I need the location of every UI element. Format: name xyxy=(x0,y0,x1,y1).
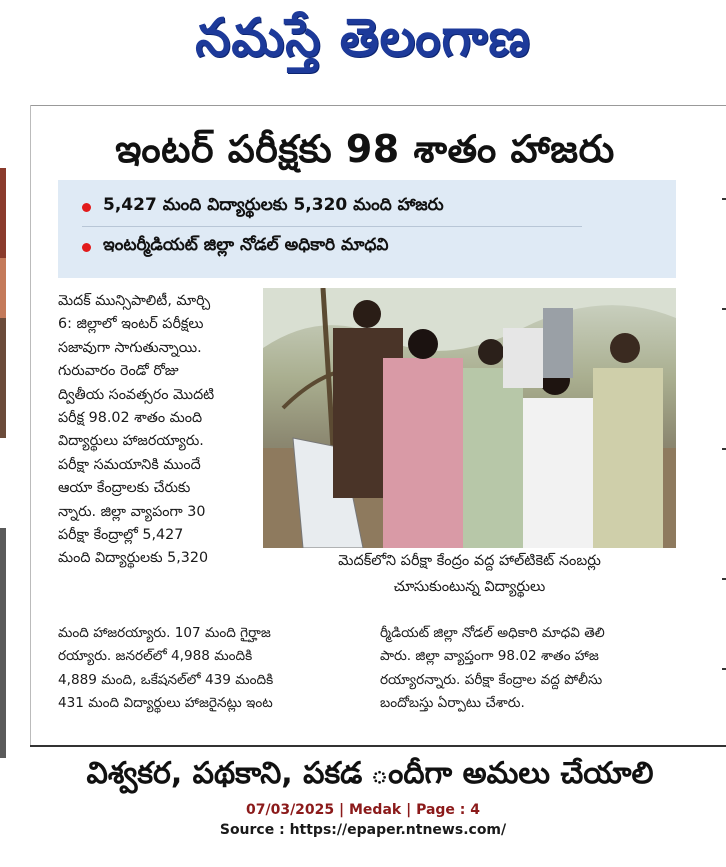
frame-left-rule xyxy=(30,105,31,745)
article-column-1 xyxy=(58,290,254,571)
body-line: సజావుగా సాగుతున్నాయి. xyxy=(58,339,202,356)
section-divider xyxy=(30,745,726,747)
body-line: ద్వితీయ సంవత్సరం మొదటి xyxy=(58,386,215,403)
article-column-1-lower xyxy=(58,622,368,716)
body-line: ఆయా కేంద్రాలకు చేరుకు xyxy=(58,480,191,497)
deck-bullet-1 xyxy=(82,192,444,222)
bullet-dot xyxy=(82,203,91,212)
bullet-dot xyxy=(82,243,91,252)
body-line: 6: జిల్లాలో ఇంటర్ పరీక్షలు xyxy=(58,316,204,333)
next-article-headline: విశ్వకర, పథకాని, పకడ ందీగా అమలు చేయాలి xyxy=(86,756,654,791)
footer-date-line: 07/03/2025 | Medak | Page : 4 xyxy=(245,802,481,818)
frame-top-rule xyxy=(30,105,726,106)
body-line: పరీక్షా సమయానికి ముందే xyxy=(58,456,201,473)
article-deck xyxy=(58,180,676,278)
photo-caption xyxy=(263,548,676,610)
body-line: పారు. జిల్లా వ్యాప్తంగా 98.02 శాతం హాజ xyxy=(380,648,599,665)
photo-illustration xyxy=(263,288,676,548)
body-line: రయ్యారు. జనరల్‌లో 4,988 మందికి xyxy=(58,648,253,665)
deck-bullet-2 xyxy=(82,232,389,262)
deck-separator xyxy=(82,226,582,227)
deck-bullet-text: 5,427 మంది విద్యార్థులకు 5,320 మంది హాజరు xyxy=(103,195,444,215)
body-line: రయ్యారన్నారు. పరీక్షా కేంద్రాల వద్ద పోలీసు xyxy=(380,671,603,688)
body-line: న్నారు. జిల్లా వ్యాపంగా 30 xyxy=(58,503,206,520)
right-edge-strip xyxy=(722,108,726,758)
left-edge-strip xyxy=(0,108,6,748)
body-line: పరీక్షా కేంద్రాల్లో 5,427 xyxy=(58,527,184,544)
deck-bullet-text: ఇంటర్మీడియట్ జిల్లా నోడల్ అధికారి మాధవి xyxy=(103,235,389,255)
article-photo xyxy=(263,288,676,548)
body-line: 431 మంది విద్యార్థులు హాజరైనట్లు ఇంట xyxy=(58,695,273,712)
masthead-title: నమస్తే తెలంగాణ xyxy=(195,6,531,69)
masthead xyxy=(0,0,726,88)
body-line: 4,889 మంది, ఒకేషనల్‌లో 439 మందికి xyxy=(58,671,274,688)
body-line: పరీక్ష 98.02 శాతం మంది xyxy=(58,410,203,427)
body-line: మంది హాజరయ్యారు. 107 మంది గైర్హాజ xyxy=(58,625,271,641)
caption-line: చూసుకుంటున్న విద్యార్థులు xyxy=(393,579,546,595)
footer xyxy=(0,800,726,840)
article-column-2 xyxy=(380,622,680,716)
body-line: విద్యార్థులు హాజరయ్యారు. xyxy=(58,433,204,450)
body-line: మెదక్ మున్సిపాలిటీ, మార్చి xyxy=(58,293,211,309)
body-line: ర్మీడియట్ జిల్లా నోడల్ అధికారి మాధవి తెలి xyxy=(380,625,605,641)
footer-source-line: Source : https://epaper.ntnews.com/ xyxy=(219,822,507,838)
body-line: గురువారం రెండో రోజు xyxy=(58,363,179,380)
body-line: మంది విద్యార్థులకు 5,320 xyxy=(58,550,209,567)
caption-line: మెదక్‌లోని పరీక్షా కేంద్రం వద్ద హాల్‌టికెట్ నంబర్లు xyxy=(338,553,601,569)
body-line: బందోబస్తు ఏర్పాటు చేశారు. xyxy=(380,695,525,712)
article-headline: ఇంటర్ పరీక్షకు 98 శాతం హాజరు xyxy=(115,127,615,171)
